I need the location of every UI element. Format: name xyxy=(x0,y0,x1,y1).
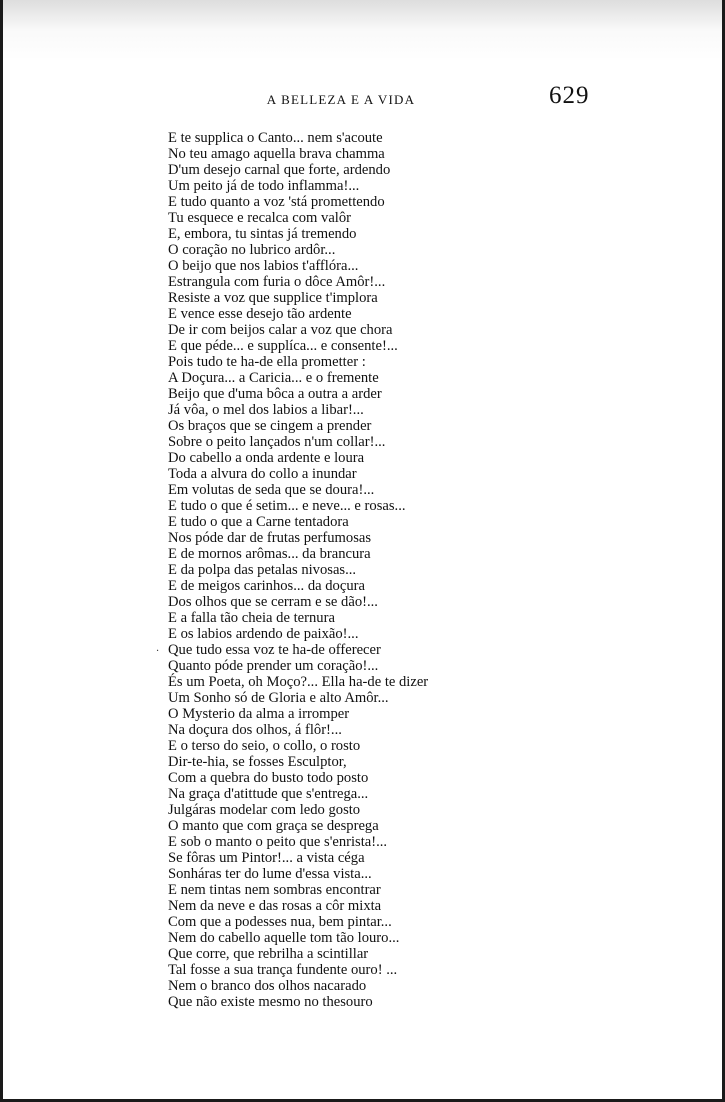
poem-line: O beijo que nos labios t'afflóra... xyxy=(168,258,359,274)
poem-line: E tudo o que é setim... e neve... e rosas... xyxy=(168,498,406,514)
poem-line: Que não existe mesmo no thesouro xyxy=(168,994,373,1010)
poem-line: A Doçura... a Caricia... e o fremente xyxy=(168,370,379,386)
poem-line: Que tudo essa voz te ha-de offerecer xyxy=(168,642,381,658)
poem-line: Sobre o peito lançados n'um collar!... xyxy=(168,434,386,450)
poem-line: Beijo que d'uma bôca a outra a arder xyxy=(168,386,382,402)
poem-line: O Mysterio da alma a irromper xyxy=(168,706,350,722)
poem-line: Sonháras ter do lume d'essa vista... xyxy=(168,866,372,882)
poem-line: Quanto póde prender um coração!... xyxy=(168,658,379,674)
poem-line: Do cabello a onda ardente e loura xyxy=(168,450,365,466)
poem-line: Dos olhos que se cerram e se dão!... xyxy=(168,594,378,610)
poem-line: E de meigos carinhos... da doçura xyxy=(168,578,365,594)
poem-line: De ir com beijos calar a voz que chora xyxy=(168,322,393,338)
poem-line: Tu esquece e recalca com valôr xyxy=(168,210,352,226)
poem-line: Nem da neve e das rosas a côr mixta xyxy=(168,898,382,914)
poem-line: Em volutas de seda que se doura!... xyxy=(168,482,375,498)
poem-line: O manto que com graça se desprega xyxy=(168,818,379,834)
poem-line: Dir-te-hia, se fosses Esculptor, xyxy=(168,754,347,770)
poem-line: E tudo o que a Carne tentadora xyxy=(168,514,349,530)
poem-line: E que péde... e supplíca... e consente!... xyxy=(168,338,398,354)
poem-line: Na doçura dos olhos, á flôr!... xyxy=(168,722,342,738)
poem-line: Que corre, que rebrilha a scintillar xyxy=(168,946,369,962)
poem-line: E o terso do seio, o collo, o rosto xyxy=(168,738,361,754)
poem-line: D'um desejo carnal que forte, ardendo xyxy=(168,162,391,178)
poem-line: E nem tintas nem sombras encontrar xyxy=(168,882,381,898)
poem-line: Resiste a voz que supplice t'implora xyxy=(168,290,378,306)
poem-line: E tudo quanto a voz 'stá promettendo xyxy=(168,194,385,210)
poem-line: Tal fosse a sua trança fundente ouro! ... xyxy=(168,962,398,978)
poem-line: És um Poeta, oh Moço?... Ella ha-de te dizer xyxy=(168,674,429,690)
poem-line: Com que a podesses nua, bem pintar... xyxy=(168,914,392,930)
poem-line: Toda a alvura do collo a inundar xyxy=(168,466,357,482)
poem-line: Na graça d'atittude que s'entrega... xyxy=(168,786,369,802)
poem-line: Julgáras modelar com ledo gosto xyxy=(168,802,361,818)
poem-line: E da polpa das petalas nivosas... xyxy=(168,562,357,578)
poem-line: No teu amago aquella brava chamma xyxy=(168,146,385,162)
poem-line: Pois tudo te ha-de ella prometter : xyxy=(168,354,366,370)
poem-line: Nem do cabello aquelle tom tão louro... xyxy=(168,930,400,946)
poem-body xyxy=(168,130,498,1010)
poem-line: Se fôras um Pintor!... a vista céga xyxy=(168,850,365,866)
page-number: 629 xyxy=(549,82,590,109)
poem-line: E sob o manto o peito que s'enrista!... xyxy=(168,834,388,850)
poem-line: Já vôa, o mel dos labios a libar!... xyxy=(168,402,364,418)
poem-line: Nos póde dar de frutas perfumosas xyxy=(168,530,372,546)
poem-line: Um Sonho só de Gloria e alto Amôr... xyxy=(168,690,389,706)
poem-line: Estrangula com furia o dôce Amôr!... xyxy=(168,274,386,290)
poem-line: Com a quebra do busto todo posto xyxy=(168,770,369,786)
poem-line: E vence esse desejo tão ardente xyxy=(168,306,352,322)
poem-line: Um peito já de todo inflamma!... xyxy=(168,178,360,194)
margin-dot-icon: · xyxy=(156,646,160,657)
poem-line: E, embora, tu sintas já tremendo xyxy=(168,226,357,242)
poem-line: Os braços que se cingem a prender xyxy=(168,418,372,434)
running-title: A BELLEZA E A VIDA xyxy=(266,92,416,107)
poem-line: O coração no lubrico ardôr... xyxy=(168,242,336,258)
poem-line: E te supplica o Canto... nem s'acoute xyxy=(168,130,383,146)
poem-line: E a falla tão cheia de ternura xyxy=(168,610,335,626)
poem-line: Nem o branco dos olhos nacarado xyxy=(168,978,367,994)
poem-line: E os labios ardendo de paixão!... xyxy=(168,626,359,642)
poem-line: E de mornos arômas... da brancura xyxy=(168,546,371,562)
